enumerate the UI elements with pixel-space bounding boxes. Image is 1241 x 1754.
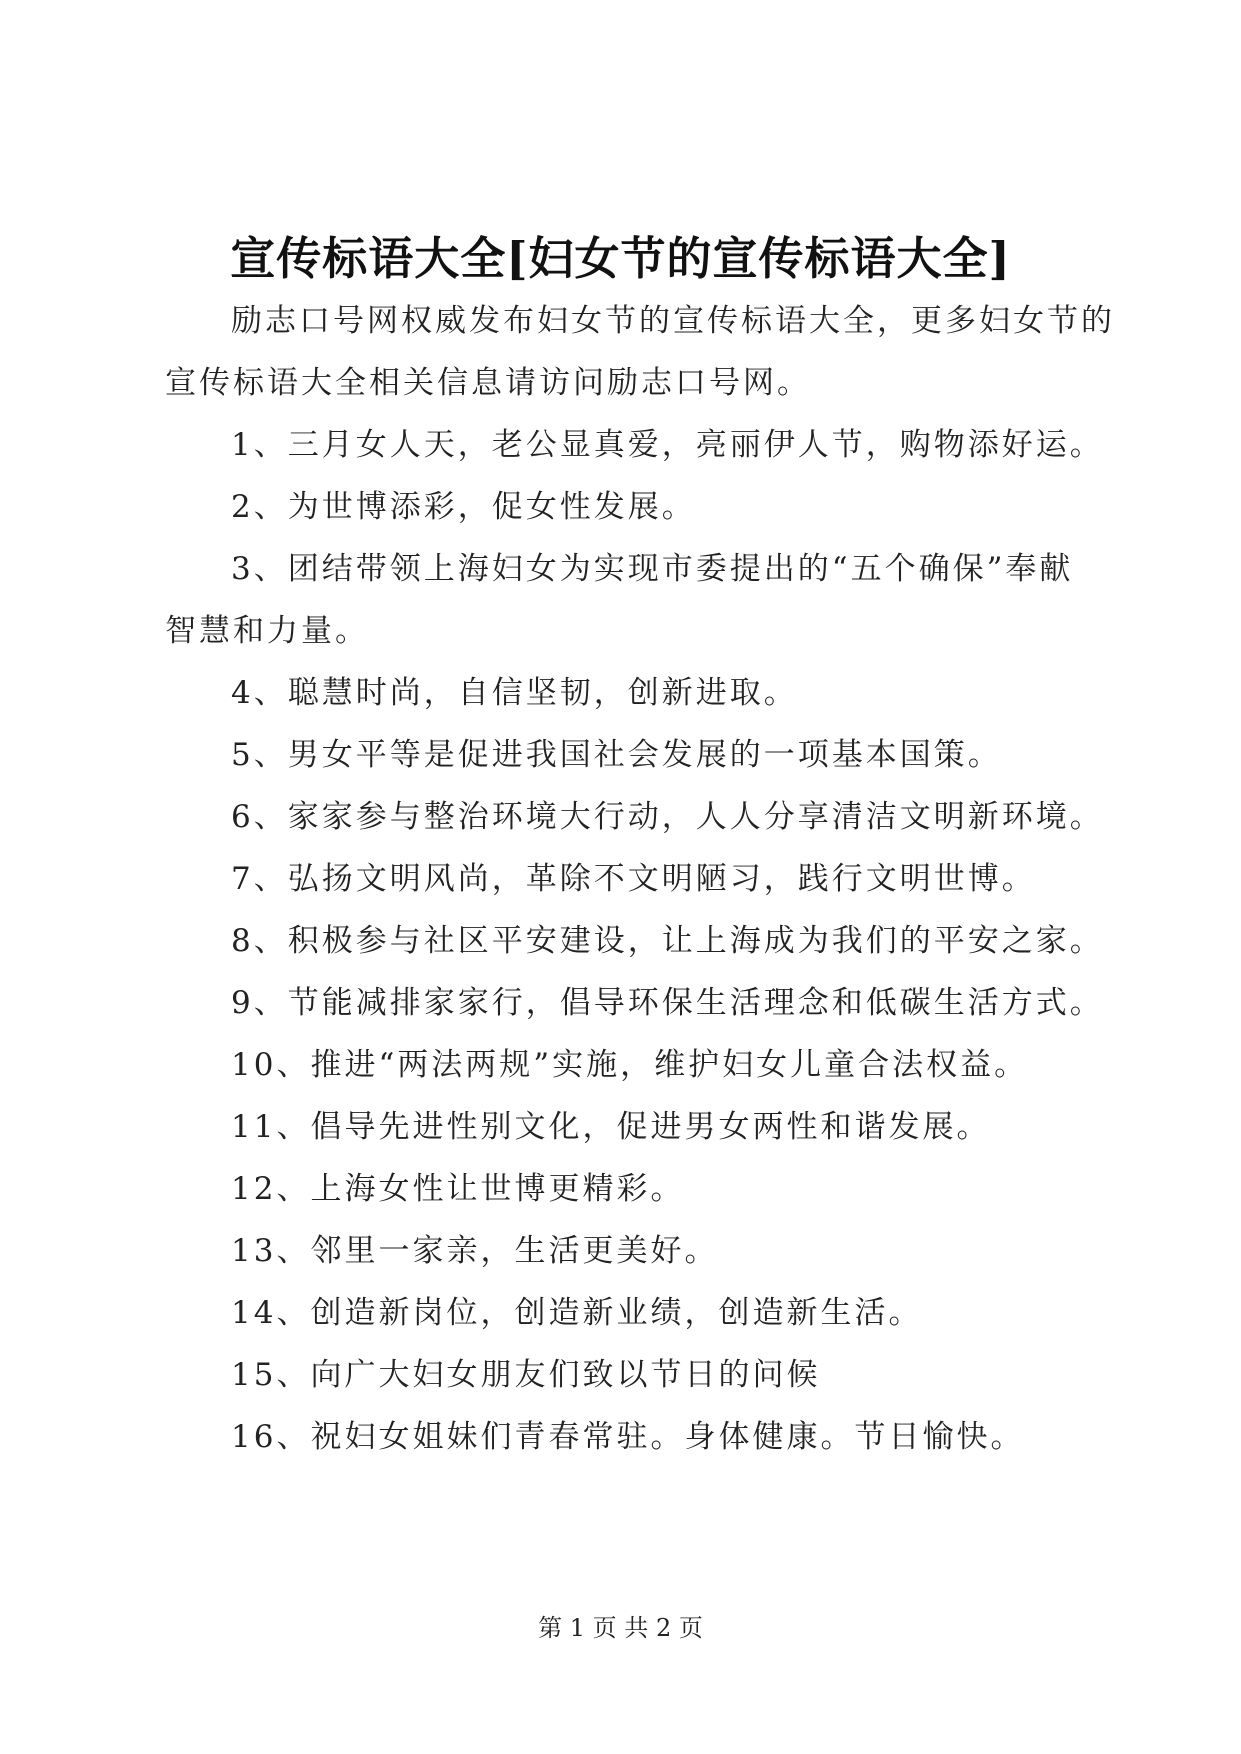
- slogan-item-5: 5、男女平等是促进我国社会发展的一项基本国策。: [231, 737, 1002, 773]
- intro-line-1: 励志口号网权威发布妇女节的宣传标语大全，更多妇女节的: [231, 303, 1115, 339]
- slogan-item-13: 13、邻里一家亲，生活更美好。: [231, 1233, 719, 1269]
- slogan-item-14: 14、创造新岗位，创造新业绩，创造新生活。: [231, 1295, 923, 1331]
- slogan-item-1: 1、三月女人天，老公显真爱，亮丽伊人节，购物添好运。: [231, 427, 1104, 463]
- intro-line-2: 宣传标语大全相关信息请访问励志口号网。: [165, 365, 811, 401]
- slogan-item-15: 15、向广大妇女朋友们致以节日的问候: [231, 1357, 821, 1393]
- document-title: 宣传标语大全[妇女节的宣传标语大全]: [230, 232, 1011, 285]
- document-body: [165, 290, 1115, 1468]
- slogan-item-11: 11、倡导先进性别文化，促进男女两性和谐发展。: [231, 1109, 991, 1145]
- slogan-item-9: 9、节能减排家家行，倡导环保生活理念和低碳生活方式。: [231, 985, 1104, 1021]
- slogan-item-3-continuation: 智慧和力量。: [165, 613, 369, 649]
- slogan-item-8: 8、积极参与社区平安建设，让上海成为我们的平安之家。: [231, 923, 1104, 959]
- slogan-item-7: 7、弘扬文明风尚，革除不文明陋习，践行文明世博。: [231, 861, 1036, 897]
- slogan-item-16: 16、祝妇女姐妹们青春常驻。身体健康。节日愉快。: [231, 1419, 1025, 1455]
- slogan-item-10: 10、推进“两法两规”实施，维护妇女儿童合法权益。: [231, 1047, 1029, 1083]
- slogan-item-3: 3、团结带领上海妇女为实现市委提出的“五个确保”奉献: [231, 551, 1074, 587]
- slogan-item-2: 2、为世博添彩，促女性发展。: [231, 489, 696, 525]
- slogan-item-12: 12、上海女性让世博更精彩。: [231, 1171, 685, 1207]
- slogan-item-6: 6、家家参与整治环境大行动，人人分享清洁文明新环境。: [231, 799, 1104, 835]
- page-number-footer: 第 1 页 共 2 页: [538, 1614, 703, 1642]
- slogan-item-4: 4、聪慧时尚，自信坚韧，创新进取。: [231, 675, 798, 711]
